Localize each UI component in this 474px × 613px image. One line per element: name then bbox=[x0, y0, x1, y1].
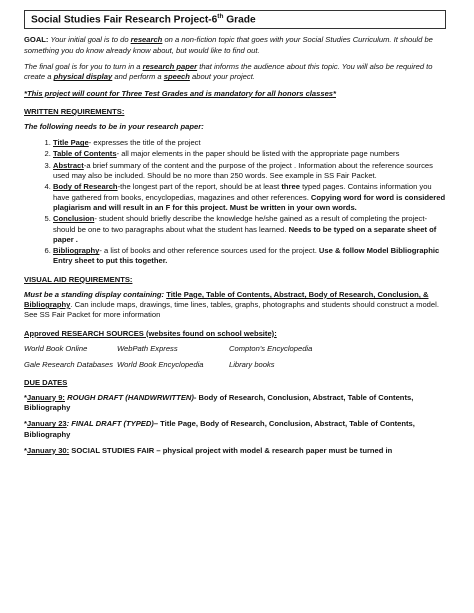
final-text-3: and perform a bbox=[112, 72, 164, 82]
final-text-1: The final goal is for you to turn in a bbox=[24, 61, 143, 71]
final-text-4: about your project. bbox=[189, 72, 255, 82]
final-goal-paragraph bbox=[24, 62, 446, 83]
mandatory-note: *This project will count for Three Test Grades and is mandatory for all honors classes* bbox=[24, 88, 336, 98]
due-rest: - Body of Research, Conclusion, Abstract, Table of Contents, Bibliography bbox=[24, 392, 414, 412]
sources-list bbox=[24, 344, 446, 370]
visual-paragraph bbox=[24, 290, 446, 321]
item-text-2: typed pages. Contains information you have gathered from books, encyclopedias, magazines and other references. bbox=[53, 182, 432, 202]
due-rest: SOCIAL STUDIES FAIR – physical project with model & research paper must be turned in bbox=[69, 445, 393, 455]
source-item: World Book Encyclopedia bbox=[117, 359, 204, 369]
final-paper: research paper bbox=[142, 61, 198, 71]
due-entry: *January 23: FINAL DRAFT (TYPED)– Title Page, Body of Research, Conclusion, Abstract, Table of Contents, Bibliography bbox=[24, 419, 415, 439]
list-item bbox=[53, 182, 446, 213]
final-display: physical display bbox=[53, 72, 113, 82]
due-date: January 9: bbox=[26, 392, 65, 402]
goal-label: GOAL: bbox=[24, 35, 49, 45]
title-main: Social Studies Fair Research Project-6 bbox=[31, 14, 218, 26]
written-heading: WRITTEN REQUIREMENTS: bbox=[24, 106, 125, 116]
item-text: - student should briefly describe the knowledge he/she gained as a result of completing the project- should be one to two paragraphs about what the student has learned. bbox=[53, 214, 427, 234]
sources-heading: Approved RESEARCH SOURCES (websites found on school website): bbox=[24, 328, 277, 338]
final-text-2: that informs the audience about this topic. You will also be required to create a bbox=[24, 61, 433, 82]
item-text: - expresses the title of the project bbox=[88, 138, 201, 148]
visual-rest: . Can include maps, drawings, time lines, tables, graphs, photographs and students should construct a model. See SS Fair Packet for more information bbox=[24, 300, 439, 320]
item-label: Title Page bbox=[53, 138, 89, 148]
item-text: -a brief summary of the content and the purpose of the project . Information about the reference sources used may also be included. Should be no more than 250 words. See example in SS Fair Packet. bbox=[53, 160, 433, 181]
goal-text-1: Your initial goal is to do bbox=[48, 35, 131, 45]
goal-paragraph bbox=[24, 35, 446, 56]
visual-lead: Must be a standing display containing: bbox=[24, 289, 167, 299]
goal-research: research bbox=[130, 35, 163, 45]
due-date: January 23 bbox=[26, 419, 67, 429]
source-item: World Book Online bbox=[24, 343, 88, 353]
list-item bbox=[53, 138, 446, 148]
item-label: Table of Contents bbox=[53, 149, 117, 159]
due-date: January 30: bbox=[26, 445, 70, 455]
list-item bbox=[53, 214, 446, 245]
visual-heading: VISUAL AID REQUIREMENTS: bbox=[24, 274, 133, 284]
item-text: -the longest part of the report, should be at least bbox=[117, 182, 282, 192]
item-label: Abstract bbox=[53, 160, 84, 170]
list-item bbox=[53, 149, 446, 159]
item-label: Body of Research bbox=[53, 182, 118, 192]
source-item: Compton's Encyclopedia bbox=[229, 343, 313, 353]
due-entry: *January 9: ROUGH DRAFT (HANDWRWITTEN)- Body of Research, Conclusion, Abstract, Table of Contents, Bibliography bbox=[24, 392, 414, 412]
list-item bbox=[53, 246, 446, 267]
written-list bbox=[24, 138, 446, 267]
title-end: Grade bbox=[223, 14, 256, 26]
item-bold-note: Use & follow Model Bibliographic Entry sheet to put this together. bbox=[53, 246, 440, 266]
due-heading: DUE DATES bbox=[24, 377, 68, 387]
written-intro: The following needs to be in your research paper: bbox=[24, 121, 204, 131]
source-item: Library books bbox=[229, 359, 275, 369]
item-text: - all major elements in the paper should be listed with the appropriate page numbers bbox=[116, 149, 400, 159]
title-sup: th bbox=[217, 13, 224, 20]
due-entry: *January 30: SOCIAL STUDIES FAIR – physical project with model & research paper must be turned in bbox=[24, 445, 393, 455]
item-label: Conclusion bbox=[53, 214, 95, 224]
source-item: WebPath Express bbox=[117, 343, 178, 353]
item-bold-note: Needs to be typed on a separate sheet of paper . bbox=[53, 224, 437, 244]
list-item bbox=[53, 161, 446, 182]
item-bold-note: Copying word for word is considered plagiarism and will result in an F for this project. Must be written in your own words. bbox=[53, 192, 446, 212]
item-text: - a list of books and other reference sources used for the project. bbox=[99, 246, 319, 256]
item-extra-bold: three bbox=[281, 182, 300, 192]
visual-elements: Title Page, Table of Contents, Abstract, Body of Research, Conclusion, & Bibliography bbox=[24, 289, 429, 310]
final-speech: speech bbox=[163, 72, 190, 82]
due-rest: – Title Page, Body of Research, Conclusion, Abstract, Table of Contents, Bibliography bbox=[24, 419, 415, 439]
due-kind: ROUGH DRAFT (HANDWRWITTEN) bbox=[64, 392, 194, 402]
source-item: Gale Research Databases bbox=[24, 359, 114, 369]
due-kind: : FINAL DRAFT (TYPED) bbox=[66, 419, 154, 429]
due-dates bbox=[24, 393, 446, 456]
item-label: Bibliography bbox=[53, 246, 100, 256]
goal-text-2: on a non-fiction topic that goes with your Social Studies Curriculum. It should be something you do know already know about, but would like to find out. bbox=[24, 35, 433, 55]
page-title bbox=[24, 10, 446, 29]
